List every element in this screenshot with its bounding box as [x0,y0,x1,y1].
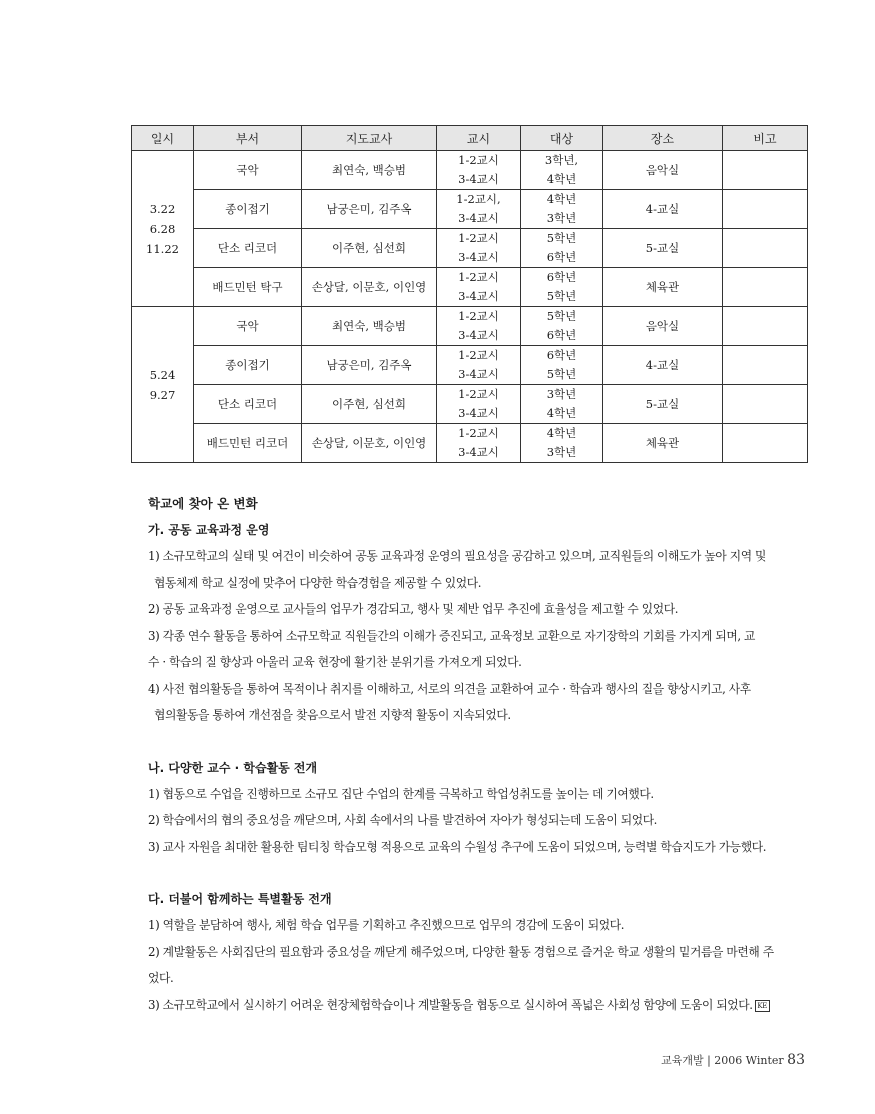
col-header: 일시 [132,126,194,151]
period-cell: 3-4교시 [437,287,521,307]
paragraph-line: 1) 역할을 분담하여 행사, 체험 학습 업무를 기획하고 추진했으므로 업무의 경감에 도움이 되었다. [148,918,625,932]
period-cell: 1-2교시 [437,268,521,288]
target-cell: 6학년 [521,248,603,268]
article-body [148,490,818,1018]
period-cell: 1-2교시 [437,151,521,171]
date-line: 11.22 [146,241,179,256]
place-cell: 음악실 [603,151,723,190]
date-cell [132,151,194,307]
period-cell: 3-4교시 [437,326,521,346]
target-cell: 4학년 [521,170,603,190]
dept-cell: 단소 리코더 [194,385,302,424]
table-row [132,190,808,210]
paragraph-line: 3) 교사 자원을 최대한 활용한 팀티칭 학습모형 적용으로 교육의 수월성 추구에 도움이 되었으며, 능력별 학습지도가 가능했다. [148,839,767,854]
target-cell: 3학년 [521,443,603,463]
paragraph-line: 2) 공동 교육과정 운영으로 교사들의 업무가 경감되고, 행사 및 제반 업무 추진에 효율성을 제고할 수 있었다. [148,602,679,616]
target-cell: 6학년 [521,268,603,288]
note-cell [723,229,808,268]
period-cell: 3-4교시 [437,404,521,424]
place-cell: 5-교실 [603,229,723,268]
dept-cell: 종이접기 [194,190,302,229]
table-row [132,424,808,444]
period-cell: 1-2교시 [437,385,521,405]
col-header: 부서 [194,126,302,151]
teacher-cell: 이주현, 심선희 [302,385,437,424]
target-cell: 4학년 [521,404,603,424]
target-cell: 3학년 [521,385,603,405]
col-header: 대상 [521,126,603,151]
col-header: 교시 [437,126,521,151]
period-cell: 1-2교시 [437,424,521,444]
period-cell: 1-2교시 [437,346,521,366]
date-line: 6.28 [149,221,176,236]
target-cell: 4학년 [521,190,603,210]
paragraph-line: 2) 계발활동은 사회집단의 필요함과 중요성을 깨닫게 해주었으며, 다양한 활동 경험으로 즐거운 학교 생활의 밑거름을 마련해 주 [148,944,774,959]
teacher-cell: 이주현, 심선희 [302,229,437,268]
period-cell: 1-2교시 [437,307,521,327]
target-cell: 3학년, [521,151,603,171]
teacher-cell: 최연숙, 백승범 [302,151,437,190]
paragraph-line: 3) 각종 연수 활동을 통하여 소규모학교 직원들간의 이해가 증진되고, 교육정보 교환으로 자기장학의 기회를 가지게 되며, 교 [148,628,756,643]
page-number: 83 [787,1052,805,1068]
paragraph-line: 협의활동을 통하여 개선점을 찾음으로서 발전 지향적 활동이 지속되었다. [154,708,511,722]
table-row [132,151,808,171]
target-cell: 5학년 [521,365,603,385]
place-cell: 4-교실 [603,346,723,385]
paragraph-line: 1) 협동으로 수업을 진행하므로 소규모 집단 수업의 한계를 극복하고 학업성취도를 높이는 데 기여했다. [148,786,654,801]
paragraph-text: 3) 소규모학교에서 실시하기 어려운 현장체험학습이나 계발활동을 협동으로 실시하여 폭넓은 사회성 함양에 도움이 되었다. [148,997,753,1012]
paragraph-line: 협동체제 학교 실정에 맞추어 다양한 학습경험을 제공할 수 있었다. [154,575,482,590]
date-line: 3.22 [149,201,176,216]
paragraph-line: 1) 소규모학교의 실태 및 여건이 비슷하여 공동 교육과정 운영의 필요성을 공감하고 있으며, 교직원들의 이해도가 높아 지역 및 [148,549,767,563]
place-cell: 4-교실 [603,190,723,229]
target-cell: 5학년 [521,307,603,327]
col-header: 장소 [603,126,723,151]
note-cell [723,190,808,229]
note-cell [723,385,808,424]
col-header: 지도교사 [302,126,437,151]
period-cell: 3-4교시 [437,248,521,268]
target-cell: 4학년 [521,424,603,444]
subsection-title-b: 나. 다양한 교수 · 학습활동 전개 [148,760,318,775]
paragraph-line: 2) 학습에서의 협의 중요성을 깨닫으며, 사회 속에서의 나를 발견하여 자아가 형성되는데 도움이 되었다. [148,813,658,827]
target-cell: 5학년 [521,229,603,249]
period-cell: 1-2교시, [437,190,521,210]
date-line: 9.27 [149,387,176,402]
table-header-row [132,126,808,151]
dept-cell: 단소 리코더 [194,229,302,268]
dept-cell: 국악 [194,151,302,190]
table-row [132,268,808,288]
target-cell: 6학년 [521,326,603,346]
paragraph-line-last [148,992,818,1019]
dept-cell: 배드민턴 탁구 [194,268,302,307]
table-row [132,229,808,249]
teacher-cell: 남궁은미, 김주옥 [302,346,437,385]
dept-cell: 종이접기 [194,346,302,385]
page-footer [661,1052,805,1068]
period-cell: 3-4교시 [437,209,521,229]
period-cell: 3-4교시 [437,443,521,463]
table-row [132,346,808,366]
period-cell: 1-2교시 [437,229,521,249]
target-cell: 3학년 [521,209,603,229]
place-cell: 5-교실 [603,385,723,424]
dept-cell: 국악 [194,307,302,346]
date-line: 5.24 [149,367,176,382]
teacher-cell: 손상달, 이문호, 이인영 [302,424,437,463]
paragraph-line: 4) 사전 협의활동을 통하여 목적이나 취지를 이해하고, 서로의 의견을 교환하여 교수 · 학습과 행사의 질을 향상시키고, 사후 [148,681,751,696]
schedule-table-wrap [131,125,807,463]
table-row [132,385,808,405]
date-cell [132,307,194,463]
table-body [132,151,808,463]
teacher-cell: 손상달, 이문호, 이인영 [302,268,437,307]
note-cell [723,346,808,385]
footer-label: 교육개발 | 2006 Winter [661,1054,784,1067]
note-cell [723,307,808,346]
period-cell: 3-4교시 [437,365,521,385]
end-mark-icon: KE [755,1000,770,1012]
paragraph-line: 었다. [148,971,174,985]
spacer [148,729,818,755]
place-cell: 체육관 [603,424,723,463]
schedule-table [131,125,808,463]
table-row [132,307,808,327]
note-cell [723,268,808,307]
paragraph-line: 수 · 학습의 질 향상과 아울러 교육 현장에 활기찬 분위기를 가져오게 되었다. [148,655,522,669]
target-cell: 5학년 [521,287,603,307]
place-cell: 음악실 [603,307,723,346]
col-header: 비고 [723,126,808,151]
place-cell: 체육관 [603,268,723,307]
target-cell: 6학년 [521,346,603,366]
subsection-title-c: 다. 더불어 함께하는 특별활동 전개 [148,892,332,906]
section-heading: 학교에 찾아 온 변화 [148,496,258,511]
spacer [148,860,818,886]
teacher-cell: 최연숙, 백승범 [302,307,437,346]
period-cell: 3-4교시 [437,170,521,190]
subsection-title-a: 가. 공동 교육과정 운영 [148,523,270,537]
teacher-cell: 남궁은미, 김주옥 [302,190,437,229]
note-cell [723,151,808,190]
note-cell [723,424,808,463]
dept-cell: 배드민턴 리코더 [194,424,302,463]
